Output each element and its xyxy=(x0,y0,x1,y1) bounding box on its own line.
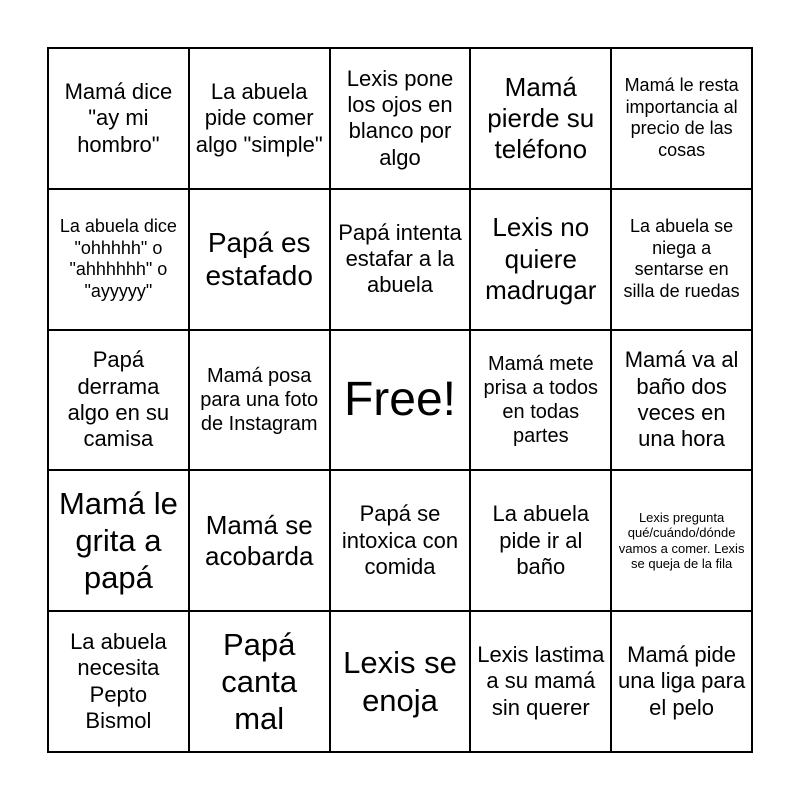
bingo-cell-r2c3[interactable]: Papá intenta estafar a la abuela xyxy=(330,189,471,330)
bingo-cell-r1c5[interactable]: Mamá le resta importancia al precio de las cosas xyxy=(611,48,752,189)
bingo-cell-r3c2[interactable]: Mamá posa para una foto de Instagram xyxy=(189,330,330,471)
bingo-cell-r5c3[interactable]: Lexis se enoja xyxy=(330,611,471,752)
bingo-board xyxy=(47,47,753,753)
bingo-cell-r3c4[interactable]: Mamá mete prisa a todos en todas partes xyxy=(470,330,611,471)
bingo-cell-r5c1[interactable]: La abuela necesita Pepto Bismol xyxy=(48,611,189,752)
bingo-cell-r4c1[interactable]: Mamá le grita a papá xyxy=(48,470,189,611)
bingo-cell-r5c5[interactable]: Mamá pide una liga para el pelo xyxy=(611,611,752,752)
bingo-cell-r2c4[interactable]: Lexis no quiere madrugar xyxy=(470,189,611,330)
bingo-cell-r1c2[interactable]: La abuela pide comer algo "simple" xyxy=(189,48,330,189)
bingo-cell-r2c5[interactable]: La abuela se niega a sentarse en silla de ruedas xyxy=(611,189,752,330)
bingo-cell-r1c1[interactable]: Mamá dice "ay mi hombro" xyxy=(48,48,189,189)
bingo-cell-r5c2[interactable]: Papá canta mal xyxy=(189,611,330,752)
bingo-cell-r3c1[interactable]: Papá derrama algo en su camisa xyxy=(48,330,189,471)
bingo-cell-r2c2[interactable]: Papá es estafado xyxy=(189,189,330,330)
bingo-cell-r2c1[interactable]: La abuela dice "ohhhhh" o "ahhhhhh" o "ayyyyy" xyxy=(48,189,189,330)
bingo-cell-r1c3[interactable]: Lexis pone los ojos en blanco por algo xyxy=(330,48,471,189)
bingo-cell-r4c3[interactable]: Papá se intoxica con comida xyxy=(330,470,471,611)
free-space-cell[interactable]: Free! xyxy=(330,330,471,471)
bingo-cell-r3c5[interactable]: Mamá va al baño dos veces en una hora xyxy=(611,330,752,471)
bingo-cell-r1c4[interactable]: Mamá pierde su teléfono xyxy=(470,48,611,189)
bingo-cell-r5c4[interactable]: Lexis lastima a su mamá sin querer xyxy=(470,611,611,752)
bingo-cell-r4c5[interactable]: Lexis pregunta qué/cuándo/dónde vamos a comer. Lexis se queja de la fila xyxy=(611,470,752,611)
bingo-cell-r4c4[interactable]: La abuela pide ir al baño xyxy=(470,470,611,611)
bingo-cell-r4c2[interactable]: Mamá se acobarda xyxy=(189,470,330,611)
